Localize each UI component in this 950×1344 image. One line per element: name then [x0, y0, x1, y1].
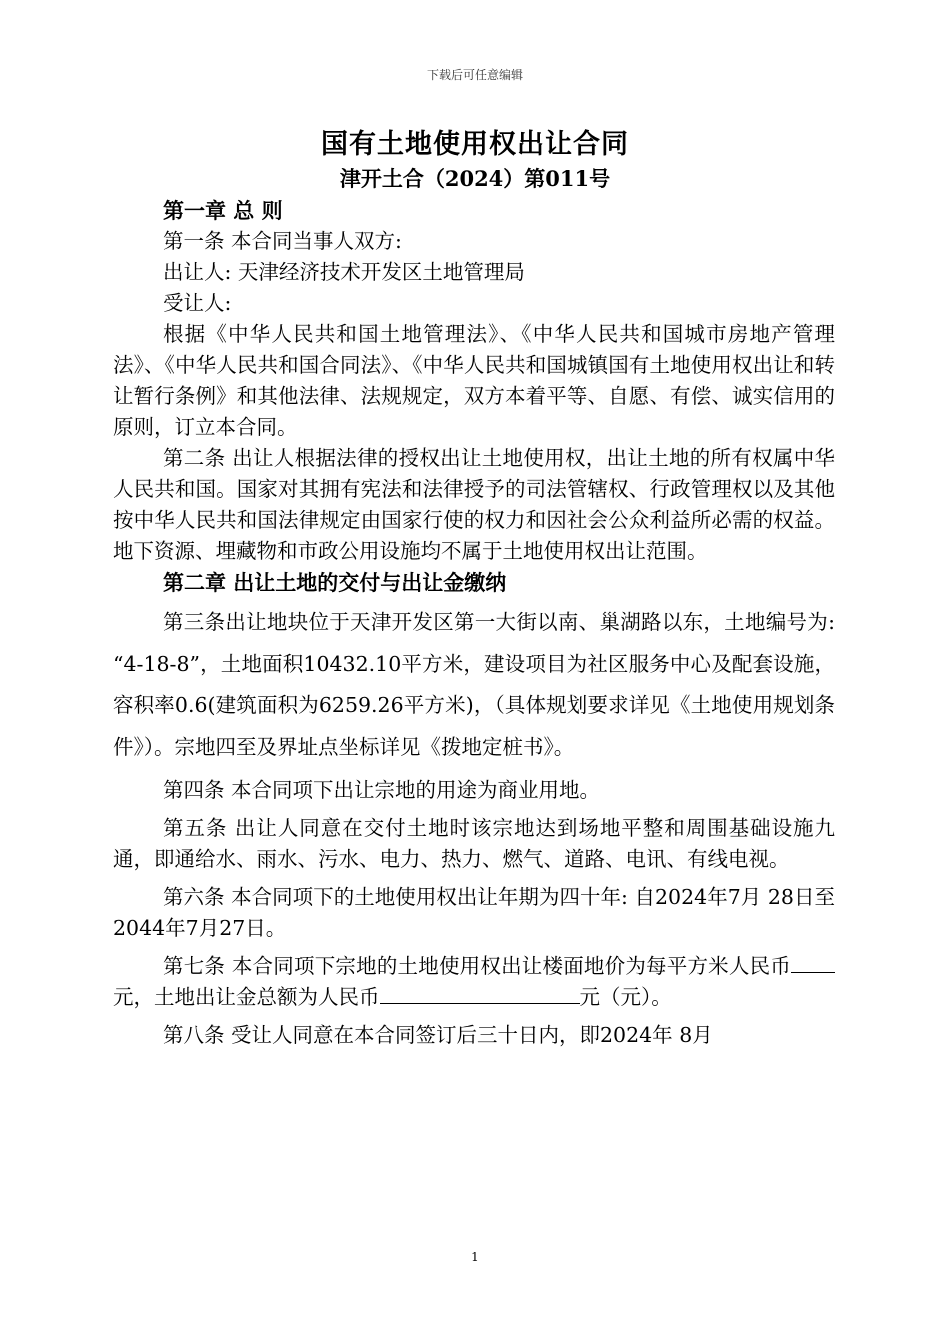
total-amount-blank[interactable]: [380, 983, 580, 1004]
article-4: 第四条 本合同项下出让宗地的用途为商业用地。: [163, 778, 601, 802]
article-5: 第五条 出让人同意在交付土地时该宗地达到场地平整和周围基础设施九通，即通给水、雨水、污水、电力、热力、燃气、道路、电讯、有线电视。: [113, 816, 835, 871]
chapter-heading-1: 第一章 总 则: [163, 198, 283, 223]
contract-number: 津开土合（2024）第011号: [339, 166, 611, 191]
article-7-text-3: 元（: [579, 985, 621, 1009]
article-7-text-2: 元，土地出让金总额为人民币: [113, 985, 380, 1009]
article-7: [113, 951, 835, 1013]
article-1: 第一条 本合同当事人双方:: [163, 229, 402, 253]
article-6: 第六条 本合同项下的土地使用权出让年期为四十年: 自2024年7月 28日至2044年7月27日。: [113, 885, 835, 940]
article-8: 第八条 受让人同意在本合同签订后三十日内，即2024年 8月: [163, 1023, 713, 1047]
grantor-line: 出让人: 天津经济技术开发区土地管理局: [163, 260, 525, 284]
article-7-text-4: 元）。: [620, 985, 672, 1009]
article-3: 第三条出让地块位于天津开发区第一大街以南、巢湖路以东，土地编号为: “4-18-8”，土地面积10432.10平方米，建设项目为社区服务中心及配套设施，容积率0.6(建筑面积为6259.26平方米)，（具体规划要求详见《土地使用规划条件》）。宗地四至及界址点坐标详见《拨地定桩书》。: [113, 610, 835, 759]
header-note: 下载后可任意编辑: [426, 68, 523, 82]
article-7-text-1: 第七条 本合同项下宗地的土地使用权出让楼面地价为每平方米人民币: [163, 954, 791, 978]
legal-basis-paragraph: 根据《中华人民共和国土地管理法》、《中华人民共和国城市房地产管理法》、《中华人民共和国合同法》、《中华人民共和国城镇国有土地使用权出让和转让暂行条例》和其他法律、法规规定，双方本着平等、自愿、有偿、诚实信用的原则，订立本合同。: [113, 322, 835, 439]
article-2: 第二条 出让人根据法律的授权出让土地使用权，出让土地的所有权属中华人民共和国。国家对其拥有宪法和法律授予的司法管辖权、行政管理权以及其他按中华人民共和国法律规定由国家行使的权力和因社会公众利益所必需的权益。地下资源、埋藏物和市政公用设施均不属于土地使用权出让范围。: [113, 446, 835, 563]
document-title: 国有土地使用权出让合同: [321, 129, 629, 160]
page-number: 1: [471, 1250, 479, 1264]
document-body: [113, 195, 835, 1051]
chapter-heading-2: 第二章 出让土地的交付与出让金缴纳: [163, 570, 507, 595]
grantee-line: 受让人:: [163, 291, 232, 315]
unit-price-blank[interactable]: [791, 952, 835, 973]
